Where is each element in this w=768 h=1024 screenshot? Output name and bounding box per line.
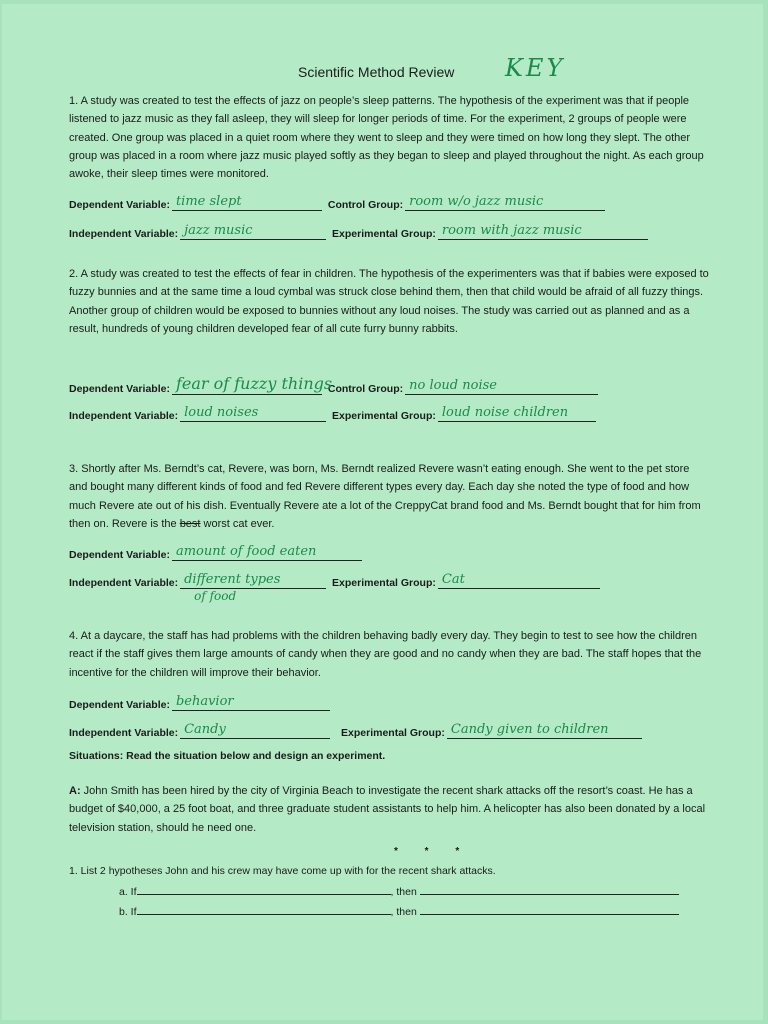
handwritten-key-mark: KEY (505, 54, 566, 82)
independent-variable-label: Independent Variable: (69, 577, 179, 589)
situations-heading: Situations: Read the situation below and design an experiment. (69, 750, 386, 762)
control-group-field[interactable] (405, 194, 605, 211)
independent-variable-label: Independent Variable: (69, 410, 179, 422)
q4-row-independent-experimental (69, 722, 642, 739)
question-3-text (69, 460, 709, 533)
hypothesis-a-row (119, 883, 679, 898)
q3-row-dependent (69, 544, 362, 561)
hypothesis-a-if-field[interactable] (137, 883, 391, 895)
control-group-answer: no loud noise (409, 378, 497, 393)
experimental-group-answer: Cat (441, 572, 465, 587)
experimental-group-label: Experimental Group: (341, 727, 445, 739)
independent-variable-field[interactable] (180, 223, 326, 240)
dependent-variable-field[interactable] (172, 544, 362, 561)
situation-a-body: John Smith has been hired by the city of Virginia Beach to investigate the recent shark attacks off the resort’s coast. He has a budget of $40,000, a 25 foot boat, and three graduate student assistants to help him. A helicopter has also been donated by a local television station, should he need one. (69, 785, 706, 834)
question-1-text: 1. A study was created to test the effects of jazz on people’s sleep patterns. The hypothesis of the experiment was that if people listened to jazz music as they fall asleep, they will sleep for longer periods of time. For the experiment, 2 groups of people were created. One group was placed in a quiet room where they went to sleep and they were timed on how long they slept. The other group was placed in a room where jazz music played softly as they began to sleep and played throughout the night. As each group awoke, their sleep times were monitored. (69, 95, 704, 181)
control-group-field[interactable] (405, 378, 598, 395)
dependent-variable-answer: fear of fuzzy things (175, 374, 333, 393)
situation-a-text (69, 782, 709, 837)
q3-row-independent-experimental (69, 572, 600, 603)
independent-variable-field[interactable] (180, 722, 330, 739)
dependent-variable-label: Dependent Variable: (69, 383, 170, 395)
experimental-group-label: Experimental Group: (332, 577, 436, 589)
independent-variable-label: Independent Variable: (69, 727, 179, 739)
hypothesis-b-then-label: , then (390, 906, 417, 918)
dependent-variable-label: Dependent Variable: (69, 199, 170, 211)
independent-variable-answer: loud noises (184, 405, 259, 420)
hypothesis-b-if-field[interactable] (137, 903, 391, 915)
experimental-group-answer: loud noise children (441, 405, 569, 420)
experimental-group-field[interactable] (438, 572, 600, 589)
page-title: Scientific Method Review (298, 64, 455, 80)
dependent-variable-answer: time slept (175, 194, 242, 209)
dependent-variable-label: Dependent Variable: (69, 549, 170, 561)
experimental-group-label: Experimental Group: (332, 228, 436, 240)
dependent-variable-field[interactable] (172, 374, 333, 395)
hypothesis-a-then-field[interactable] (420, 883, 679, 895)
control-group-answer: room w/o jazz music (409, 194, 544, 209)
independent-variable-answer: Candy (184, 722, 226, 737)
experimental-group-field[interactable] (438, 405, 596, 422)
experimental-group-answer: room with jazz music (441, 223, 582, 238)
experimental-group-field[interactable] (438, 223, 648, 240)
independent-variable-answer: different types (184, 572, 281, 587)
worksheet-page (2, 4, 763, 1020)
control-group-label: Control Group: (327, 383, 404, 395)
q2-row-independent-experimental (69, 405, 596, 422)
experimental-group-field[interactable] (447, 722, 642, 739)
experimental-group-answer: Candy given to children (450, 722, 609, 737)
control-group-label: Control Group: (327, 199, 404, 211)
independent-variable-answer-line-2: of food (194, 589, 237, 603)
question-3-text-main: 3. Shortly after Ms. Berndt’s cat, Revere, was born, Ms. Berndt realized Revere wasn’t eating enough. She went to the pet store and bought many different kinds of food and fed Revere different types every day. Each day she noted the type of food and how much Revere ate out of his dish. Eventually Revere ate a lot of the CreppyCat brand food and Ms. Berndt bought that for him from then on. Revere is the (69, 463, 701, 530)
section-divider-stars: * * * (394, 846, 472, 857)
q4-row-dependent (69, 694, 330, 711)
question-3-text-end: worst cat ever. (200, 517, 275, 530)
dependent-variable-field[interactable] (172, 194, 322, 211)
question-4-text: 4. At a daycare, the staff has had problems with the children behaving badly every day. They begin to test to see how the children react if the staff gives them large amounts of candy when they are good and no candy when they are bad. The staff hopes that the incentive for the children will improve their behavior. (69, 630, 702, 679)
q2-row-dependent-control (69, 374, 598, 395)
hypothesis-a-then-label: , then (390, 886, 417, 898)
dependent-variable-field[interactable] (172, 694, 330, 711)
hypothesis-b-prefix: b. If (119, 906, 137, 918)
q1-row-independent-experimental (69, 223, 648, 240)
hypothesis-b-row (119, 903, 679, 918)
q1-row-dependent-control (69, 194, 605, 211)
hypotheses-question: 1. List 2 hypotheses John and his crew may have come up with for the recent shark attacks. (69, 865, 496, 877)
question-2-text: 2. A study was created to test the effects of fear in children. The hypothesis of the experimenters was that if babies were exposed to fuzzy bunnies and at the same time a loud cymbal was struck close behind them, then that child would be afraid of all fuzzy things. Another group of children would be exposed to bunnies without any loud noises. The study was carried out as planned and as a result, hundreds of young children developed fear of all cute furry bunny rabbits. (69, 268, 709, 335)
struck-word: best (179, 517, 201, 530)
dependent-variable-answer: amount of food eaten (175, 544, 317, 559)
independent-variable-field[interactable] (180, 572, 326, 603)
hypothesis-a-prefix: a. If (119, 886, 137, 898)
dependent-variable-label: Dependent Variable: (69, 699, 170, 711)
independent-variable-answer: jazz music (184, 223, 253, 238)
experimental-group-label: Experimental Group: (332, 410, 436, 422)
independent-variable-label: Independent Variable: (69, 228, 179, 240)
hypothesis-b-then-field[interactable] (420, 903, 679, 915)
dependent-variable-answer: behavior (175, 694, 234, 709)
independent-variable-field[interactable] (180, 405, 326, 422)
situation-a-label: A: (69, 785, 81, 797)
